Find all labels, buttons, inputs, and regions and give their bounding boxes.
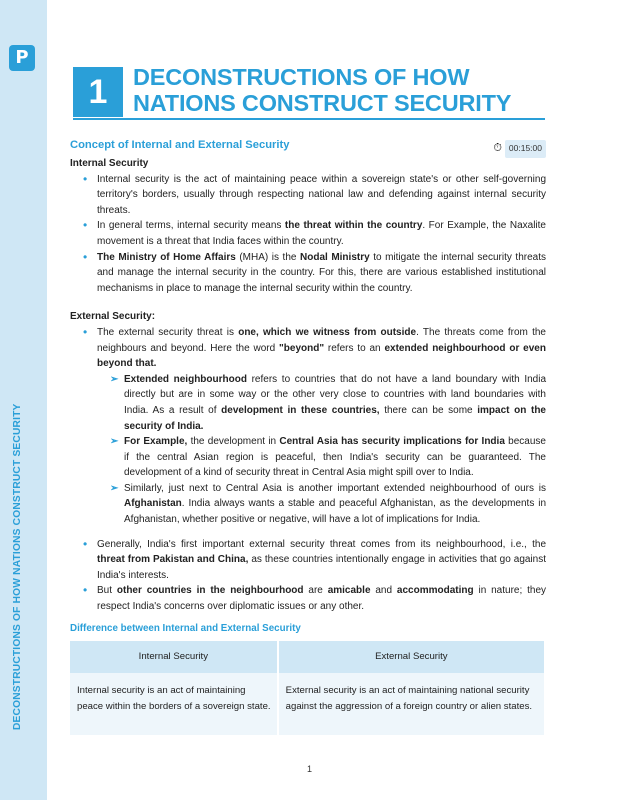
page-content [70,138,546,735]
logo-icon: P [9,45,35,71]
section-title: Concept of Internal and External Security [70,139,290,151]
table-cell-external: External security is an act of maintaining national security against the aggression of a foreign country or alien states. [278,673,545,735]
timer-value: 00:15:00 [505,140,546,158]
difference-heading: Difference between Internal and External Security [70,622,301,634]
arrow-icon: ➢ [110,436,119,448]
arrow-icon: ➢ [110,482,119,494]
list-item: • The external security threat is one, which we witness from outside. The threats come from the neighbours and beyond. Here the word "beyond" refers to an extended neighbourhood or even beyond that. [70,325,546,372]
page-number: 1 [307,764,313,774]
external-security-list [70,325,546,528]
internal-security-heading: Internal Security [70,158,149,169]
list-item: • Internal security is the act of maintaining peace within a sovereign state's or other self-governing territory's borders, usually through respecting national law and defending against internal security threats. [70,172,546,219]
table-cell-internal: Internal security is an act of maintaining peace within the borders of a sovereign state. [70,673,278,735]
external-security-list-2 [70,537,546,615]
chapter-title-line2: NATIONS CONSTRUCT SECURITY [133,90,512,116]
internal-security-list [70,172,546,297]
list-item: • But other countries in the neighbourhood are amicable and accommodating in nature; they respect India's concerns over diplomatic issues or any other. [70,583,546,614]
sub-list-item: ➢ Similarly, just next to Central Asia is another important extended neighbourhood of ours is Afghanistan. India always wants a stable and peaceful Afghanistan, as the developments in Afghanistan, whether positive or negative, will have a lot of implications for India. [110,482,546,526]
running-title: DECONSTRUCTIONS OF HOW NATIONS CONSTRUCT SECURITY [12,403,23,730]
sub-list-item: ➢ For Example, the development in Central Asia has security implications for India because if the central Asian region is peaceful, then India's security can be guaranteed. The development of a kind of security threat in Central Asia might spill over to India. [110,436,546,479]
stopwatch-icon: ⏱ [493,142,502,154]
sub-list-item: ➢ Extended neighbourhood refers to countries that do not have a land boundary with India directly but are in some way or the other very close to countries with land boundaries with India. As a result of development in these countries, there can be some impact on the security of India. [110,373,547,432]
timer [493,140,546,158]
list-item: • Generally, India's first important external security threat comes from its neighbourhood, i.e., the threat from Pakistan and China, as these countries intentionally engage in activities that go against India's interests. [70,537,546,584]
sidebar [0,0,47,800]
chapter-number: 1 [73,67,123,117]
table-header-external: External Security [278,641,545,673]
list-item: • In general terms, internal security means the threat within the country. For Example, the Naxalite movement is a threat that India faces within the country. [70,218,546,249]
arrow-icon: ➢ [110,373,119,385]
table-header-row [70,641,545,673]
table-row [70,673,545,735]
list-item: • The Ministry of Home Affairs (MHA) is the Nodal Ministry to mitigate the internal security threats and manage the internal security in the country. For this, there are various established institutional mechanisms in place to manage the internal security within the country. [70,250,546,297]
difference-table [70,641,546,735]
chapter-title-line1: DECONSTRUCTIONS OF HOW [133,64,470,90]
section-heading [70,138,546,156]
title-divider [73,118,545,120]
chapter-title [133,64,603,116]
table-header-internal: Internal Security [70,641,278,673]
external-security-heading: External Security: [70,311,156,323]
